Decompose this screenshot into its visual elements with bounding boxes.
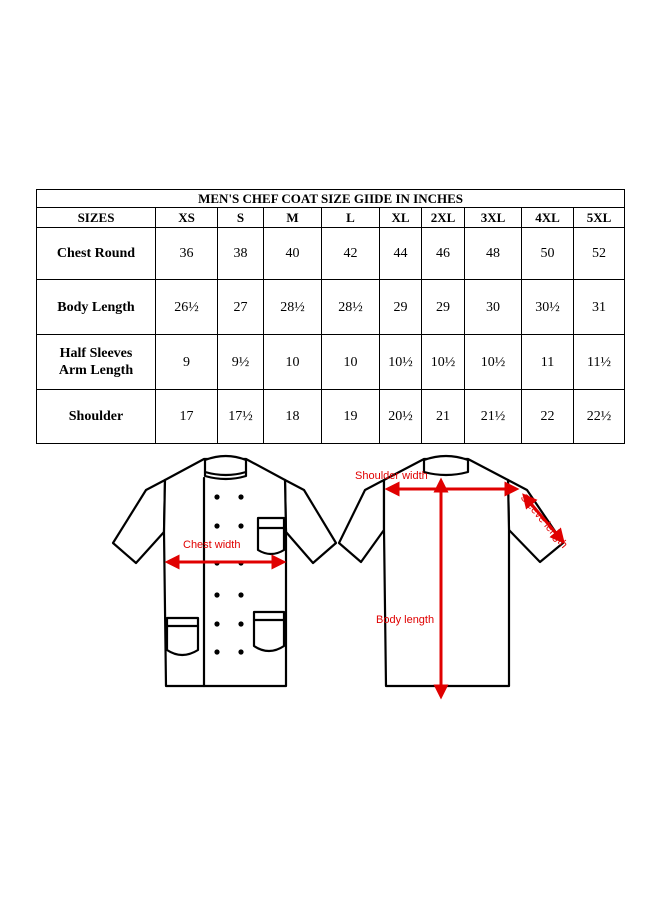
right-hip-pocket [254, 612, 284, 651]
size-header: 4XL [522, 208, 574, 227]
table-cell: 29 [422, 280, 465, 335]
table-cell: 26½ [156, 280, 218, 335]
button [238, 523, 243, 528]
size-guide-table [36, 189, 625, 444]
button [214, 621, 219, 626]
sleeve-length-label: Sleeve length [517, 492, 570, 551]
table-cell: 46 [422, 227, 465, 280]
table-title: MEN'S CHEF COAT SIZE GIIDE IN INCHES [37, 190, 625, 208]
table-cell: 29 [380, 280, 422, 335]
row-label: Shoulder [37, 390, 156, 444]
back-collar [424, 456, 468, 475]
front-left-sleeve [113, 480, 165, 563]
size-header: XL [380, 208, 422, 227]
size-header: S [218, 208, 264, 227]
front-right-sleeve [285, 480, 336, 563]
table-cell: 9½ [218, 335, 264, 390]
table-cell: 21 [422, 390, 465, 444]
table-cell: 30½ [522, 280, 574, 335]
row-label: Body Length [37, 280, 156, 335]
table-cell: 10 [264, 335, 322, 390]
size-header: 3XL [465, 208, 522, 227]
table-cell: 28½ [322, 280, 380, 335]
button [238, 592, 243, 597]
table-cell: 50 [522, 227, 574, 280]
table-cell: 10½ [380, 335, 422, 390]
size-header: 2XL [422, 208, 465, 227]
button [238, 494, 243, 499]
table-cell: 30 [465, 280, 522, 335]
row-label-line: Arm Length [58, 363, 134, 379]
table-cell: 27 [218, 280, 264, 335]
back-left-sleeve [339, 480, 384, 562]
table-cell: 19 [322, 390, 380, 444]
table-cell: 18 [264, 390, 322, 444]
table-cell: 22½ [574, 390, 625, 444]
chest-width-label: Chest width [183, 539, 241, 551]
table-cell: 9 [156, 335, 218, 390]
coat-illustration [0, 450, 660, 710]
button [214, 649, 219, 654]
table-cell: 10 [322, 335, 380, 390]
size-header: 5XL [574, 208, 625, 227]
table-row [37, 335, 625, 390]
row-label: Chest Round [37, 227, 156, 280]
table-cell: 52 [574, 227, 625, 280]
header-row [37, 208, 625, 227]
table-row [37, 227, 625, 280]
button [238, 649, 243, 654]
size-header: M [264, 208, 322, 227]
table-cell: 44 [380, 227, 422, 280]
table-cell: 21½ [465, 390, 522, 444]
table-cell: 28½ [264, 280, 322, 335]
table-cell: 17½ [218, 390, 264, 444]
button [214, 592, 219, 597]
table-cell: 11 [522, 335, 574, 390]
table-row [37, 280, 625, 335]
button [238, 621, 243, 626]
table-cell: 10½ [465, 335, 522, 390]
table-cell: 40 [264, 227, 322, 280]
table-cell: 48 [465, 227, 522, 280]
table-cell: 20½ [380, 390, 422, 444]
shoulder-width-label: Shoulder width [355, 470, 428, 482]
back-body [384, 459, 509, 686]
chest-pocket [258, 518, 284, 554]
left-hip-pocket [167, 618, 198, 655]
table-cell: 17 [156, 390, 218, 444]
table-cell: 38 [218, 227, 264, 280]
table-row [37, 390, 625, 444]
table-cell: 42 [322, 227, 380, 280]
table-cell: 11½ [574, 335, 625, 390]
body-length-label: Body length [376, 614, 435, 626]
table-cell: 22 [522, 390, 574, 444]
row-label [37, 335, 156, 390]
sizes-header: SIZES [37, 208, 156, 227]
button [214, 494, 219, 499]
table-cell: 36 [156, 227, 218, 280]
size-header: XS [156, 208, 218, 227]
table-cell: 10½ [422, 335, 465, 390]
row-label-line: Half Sleeves [59, 346, 133, 362]
table-cell: 31 [574, 280, 625, 335]
button [214, 523, 219, 528]
size-header: L [322, 208, 380, 227]
front-coat [113, 456, 336, 686]
measurement-diagram [0, 450, 660, 710]
